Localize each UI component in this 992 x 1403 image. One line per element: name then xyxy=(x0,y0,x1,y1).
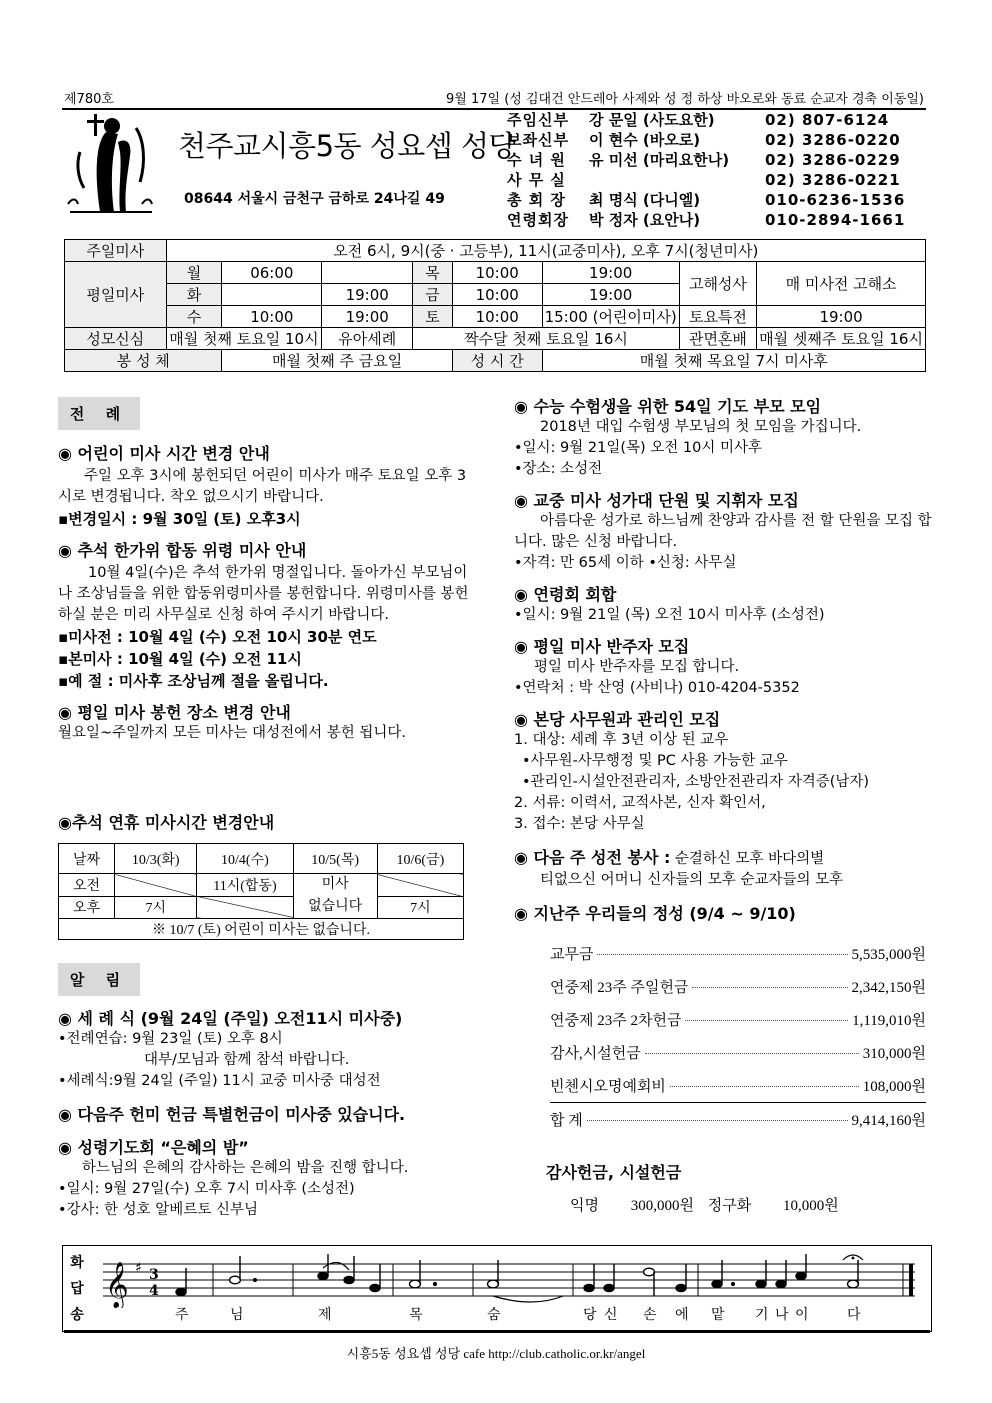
no-mass-line1: 미사 xyxy=(321,877,349,892)
offering-amount: 1,119,010원 xyxy=(852,1013,926,1029)
prayer-meeting-body: 하느님의 은혜의 감사하는 은혜의 밤을 진행 합니다. xyxy=(82,1160,409,1176)
staff-phone: 02) 3286-0220 xyxy=(765,131,901,149)
staff-role: 사 무 실 xyxy=(507,171,566,189)
church-duty-groups-b: 티없으신 어머니 신자들의 모후 순교자들의 모후 xyxy=(540,872,844,888)
weekday-venue-body: 월요일~주일까지 모든 미사는 대성전에서 봉헌 됩니다. xyxy=(58,725,406,741)
offering-total-amount: 9,414,160원 xyxy=(851,1113,926,1129)
offering-label: 교무금 xyxy=(550,947,594,963)
chuseok-mass-heading: ◉ 추석 한가위 합동 위령 미사 안내 xyxy=(58,541,307,560)
staff-phone: 02) 807-6124 xyxy=(765,111,890,129)
holiday-schedule-table xyxy=(58,843,464,940)
choir-body: 아름다운 성가로 하느님께 찬양과 감사를 전 할 단원을 모집 합니다. 많은 신청 바랍니다. xyxy=(514,513,932,550)
thu-am: 10:00 xyxy=(452,262,542,284)
offering-amount: 2,342,150원 xyxy=(851,980,926,996)
accompanist-heading: ◉ 평일 미사 반주자 모집 xyxy=(514,637,690,656)
staff-directory xyxy=(507,110,927,230)
offering-heading: ◉ 지난주 우리들의 정성 (9/4 ~ 9/10) xyxy=(514,904,796,923)
sat-am: 10:00 xyxy=(452,306,542,328)
accompanist-contact: •연락처 : 박 산영 (사비나) 010-4204-5352 xyxy=(514,680,800,696)
confession-value: 매 미사전 고해소 xyxy=(757,262,926,306)
staff-name xyxy=(589,170,765,190)
sat-special-label: 토요특전 xyxy=(679,306,756,328)
thanks-offering-row xyxy=(570,1194,839,1215)
col-1006: 10/6(금) xyxy=(377,844,463,874)
staff-phone: 010-6236-1536 xyxy=(765,191,906,209)
day-mon: 월 xyxy=(166,262,222,284)
header-bar xyxy=(62,86,926,110)
staff-recruit-line: 3. 접수: 본당 사무실 xyxy=(514,816,645,832)
wed-pm: 19:00 xyxy=(322,306,413,328)
footer-rule xyxy=(64,1330,930,1333)
church-address: 08644 서울시 금천구 금하로 24나길 49 xyxy=(184,191,445,207)
offering-label: 빈첸시오명예회비 xyxy=(550,1079,666,1095)
cell-empty xyxy=(197,896,293,919)
lyric-syllable: 신 xyxy=(604,1307,618,1323)
thu-pm: 19:00 xyxy=(542,262,679,284)
funeral-society-date: •일시: 9월 21일 (목) 오전 10시 미사후 (소성전) xyxy=(514,607,825,623)
offering-row xyxy=(550,1036,926,1069)
lyric-syllable: 나 xyxy=(775,1307,789,1323)
church-duty-line xyxy=(514,845,934,870)
staff-name: 강 문일 (사도요한) xyxy=(589,111,715,129)
staff-row xyxy=(507,150,927,170)
psalm-lyrics xyxy=(93,1304,923,1326)
staff-row xyxy=(507,110,927,130)
right-column-notices xyxy=(514,394,934,924)
offering-amount: 5,535,000원 xyxy=(851,947,926,963)
lyric-syllable: 님 xyxy=(230,1307,244,1323)
tue-pm: 19:00 xyxy=(322,284,413,306)
staff-recruit-heading: ◉ 본당 사무원과 관리인 모집 xyxy=(514,710,721,729)
lyric-syllable: 숨 xyxy=(487,1307,501,1323)
staff-name: 박 정자 (요안나) xyxy=(589,211,701,229)
church-name: 천주교시흥5동 성요셉 성당 xyxy=(178,129,517,163)
staff-recruit-line: 1. 대상: 세례 후 3년 이상 된 교우 xyxy=(514,732,729,748)
staff-phone: 02) 3286-0229 xyxy=(765,151,901,169)
col-date: 날짜 xyxy=(59,844,115,874)
sunday-mass-label: 주일미사 xyxy=(65,240,167,262)
offering-amount: 310,000원 xyxy=(862,1046,926,1062)
offering-label: 감사,시설헌금 xyxy=(550,1046,641,1062)
infant-baptism-label: 유아세례 xyxy=(322,328,413,350)
row-am: 오전 xyxy=(59,874,115,897)
church-duty-groups-a: 순결하신 모후 바다의별 xyxy=(674,851,825,867)
col-1004: 10/4(수) xyxy=(197,844,293,874)
staff-phone: 010-2894-1661 xyxy=(765,211,906,229)
weekday-venue-heading: ◉ 평일 미사 봉헌 장소 변경 안내 xyxy=(58,703,291,722)
music-staff-icon xyxy=(93,1252,923,1308)
chuseok-rite: ▪예 절 : 미사후 조상님께 절을 올립니다. xyxy=(58,672,329,690)
fri-am: 10:00 xyxy=(452,284,542,306)
sunday-mass-times: 오전 6시, 9시(중 · 고등부), 11시(교중미사), 오후 7시(청년미사) xyxy=(166,240,925,262)
lyric-syllable: 기 xyxy=(755,1307,769,1323)
offering-total-row xyxy=(550,1103,926,1136)
staff-row xyxy=(507,130,927,150)
staff-row xyxy=(507,190,927,210)
footer-cafe-link[interactable]: 시흥5동 성요셉 성당 cafe http://club.catholic.or.kr/angel xyxy=(346,1346,646,1361)
chuseok-mass-body: 10월 4일(수)은 추석 한가위 명절입니다. 돌아가신 부모님이나 조상님들을 위한 합동위령미사를 봉헌합니다. 위령미사를 봉헌하실 분은 미리 사무실로 신청 하여 주시기 바랍니다. xyxy=(58,565,469,623)
issue-number: 제780호 xyxy=(64,92,114,107)
cell-empty xyxy=(377,874,463,897)
exam-prayer-date: •일시: 9월 21일(목) 오전 10시 미사후 xyxy=(514,440,763,456)
staff-recruit-line: •관리인-시설안전관리자, 소방안전관리자 자격증(남자) xyxy=(522,774,870,790)
staff-name: 이 현수 (바오로) xyxy=(589,131,701,149)
left-column-liturgy xyxy=(58,441,478,744)
convalidation-label: 관면혼배 xyxy=(679,328,756,350)
col-1003: 10/3(화) xyxy=(115,844,197,874)
day-sat: 토 xyxy=(413,306,453,328)
thanks-offering-heading: 감사헌금, 시설헌금 xyxy=(546,1163,682,1182)
communion-label: 봉 성 체 xyxy=(65,350,222,372)
day-tue: 화 xyxy=(166,284,222,306)
choir-heading: ◉ 교중 미사 성가대 단원 및 지휘자 모집 xyxy=(514,491,799,510)
church-logo-icon xyxy=(66,112,156,224)
lyric-syllable: 맡 xyxy=(711,1307,725,1323)
children-mass-body: 주일 오후 3시에 봉헌되던 어린이 미사가 매주 토요일 오후 3시로 변경됩니다. 착오 없으시기 바랍니다. xyxy=(58,468,467,505)
exam-prayer-body: 2018년 대입 수험생 부모님의 첫 모임을 가집니다. xyxy=(540,419,862,435)
holy-hour-value: 매월 첫째 목요일 7시 미사후 xyxy=(542,350,925,372)
choir-requirements: •자격: 만 65세 이하 •신청: 사무실 xyxy=(514,555,737,571)
svg-text:3: 3 xyxy=(149,1267,159,1283)
lyric-syllable: 목 xyxy=(409,1307,423,1323)
no-mass-1005 xyxy=(293,874,377,919)
lyric-syllable: 에 xyxy=(675,1307,689,1323)
staff-name: 유 미선 (마리요한나) xyxy=(589,151,730,169)
funeral-society-heading: ◉ 연령회 회합 xyxy=(514,585,617,604)
mass-schedule-table xyxy=(64,239,926,372)
lyric-syllable: 제 xyxy=(318,1307,332,1323)
baptism-ceremony: •세례식:9월 24일 (주일) 11시 교중 미사중 대성전 xyxy=(58,1073,381,1089)
donor-anonymous: 익명 xyxy=(570,1198,599,1214)
fri-pm: 19:00 xyxy=(542,284,679,306)
communion-value: 매월 첫째 주 금요일 xyxy=(222,350,452,372)
lyric-syllable: 손 xyxy=(643,1307,657,1323)
staff-row xyxy=(507,170,927,190)
no-mass-line2: 없습니다 xyxy=(308,899,363,914)
mon-am: 06:00 xyxy=(222,262,322,284)
pm-1003: 7시 xyxy=(115,896,197,919)
sat-pm: 15:00 (어린이미사) xyxy=(542,306,679,328)
offering-row xyxy=(550,1003,926,1036)
responsorial-psalm-score xyxy=(62,1245,932,1332)
staff-role: 수 녀 원 xyxy=(507,151,566,169)
offering-total-label: 합 계 xyxy=(550,1113,583,1129)
chuseok-pre-mass: ▪미사전 : 10월 4일 (수) 오전 10시 30분 연도 xyxy=(58,628,377,646)
mon-pm xyxy=(322,262,413,284)
offering-label: 연중제 23주 2차헌금 xyxy=(550,1013,682,1029)
marian-label: 성모신심 xyxy=(65,328,167,350)
lyric-syllable: 당 xyxy=(583,1307,597,1323)
donor-amount: 10,000원 xyxy=(782,1198,839,1214)
offering-row xyxy=(550,937,926,970)
svg-text:♯: ♯ xyxy=(135,1260,142,1276)
tue-am xyxy=(222,284,322,306)
pm-1006: 7시 xyxy=(377,896,463,919)
psalm-side-label xyxy=(63,1246,91,1335)
liturgy-section-tag: 전 례 xyxy=(58,397,140,430)
exam-prayer-place: •장소: 소성전 xyxy=(514,461,603,477)
prayer-meeting-date: •일시: 9월 27일(수) 오후 7시 미사후 (소성전) xyxy=(58,1181,355,1197)
am-1004: 11시(합동) xyxy=(197,874,293,897)
children-mass-date: ▪변경일시 : 9월 30일 (토) 오후3시 xyxy=(58,510,301,528)
lyric-syllable: 다 xyxy=(847,1307,861,1323)
children-mass-heading: ◉ 어린이 미사 시간 변경 안내 xyxy=(58,444,270,463)
lyric-syllable: 이 xyxy=(795,1307,809,1323)
wed-am: 10:00 xyxy=(222,306,322,328)
baptism-rehearsal: •전례연습: 9월 23일 (토) 오후 8시 xyxy=(58,1031,283,1047)
offering-amount: 108,000원 xyxy=(862,1079,926,1095)
staff-role: 연령회장 xyxy=(507,211,569,229)
confession-label: 고해성사 xyxy=(679,262,756,306)
left-column-notices xyxy=(58,1006,488,1221)
marian-value: 매월 첫째 토요일 10시 xyxy=(166,328,322,350)
notice-section-tag: 알 림 xyxy=(58,963,140,996)
infant-baptism-value: 짝수달 첫째 토요일 16시 xyxy=(413,328,680,350)
accompanist-body: 평일 미사 반주자를 모집 합니다. xyxy=(534,659,740,675)
donor-name: 정구화 xyxy=(707,1198,752,1214)
staff-role: 보좌신부 xyxy=(507,131,569,149)
offering-list xyxy=(550,937,926,1136)
prayer-meeting-speaker: •강사: 한 성호 알베르토 신부님 xyxy=(58,1202,258,1218)
offering-row xyxy=(550,970,926,1003)
baptism-heading: ◉ 세 례 식 (9월 24일 (주일) 오전11시 미사중) xyxy=(58,1009,403,1028)
svg-text:𝄞: 𝄞 xyxy=(105,1262,129,1308)
staff-role: 주임신부 xyxy=(507,111,569,129)
row-pm: 오후 xyxy=(59,896,115,919)
holy-hour-label: 성 시 간 xyxy=(452,350,542,372)
staff-recruit-line: 2. 서류: 이력서, 교적사본, 신자 확인서, xyxy=(514,795,766,811)
holiday-note: ※ 10/7 (토) 어린이 미사는 없습니다. xyxy=(59,919,464,940)
lyric-syllable: 주 xyxy=(175,1307,189,1323)
weekday-mass-label: 평일미사 xyxy=(65,262,167,328)
staff-role: 총 회 장 xyxy=(507,191,566,209)
day-wed: 수 xyxy=(166,306,222,328)
offering-row xyxy=(550,1069,926,1103)
psalm-side-char: 송 xyxy=(70,1307,84,1323)
staff-recruit-line: •사무원-사무행정 및 PC 사용 가능한 교우 xyxy=(522,753,788,769)
baptism-note: 대부/모님과 함께 참석 바랍니다. xyxy=(144,1052,350,1068)
psalm-side-char: 화 xyxy=(70,1255,84,1271)
exam-prayer-heading: ◉ 수능 수험생을 위한 54일 기도 부모 모임 xyxy=(514,397,822,416)
offering-label: 연중제 23주 주일헌금 xyxy=(550,980,689,996)
day-fri: 금 xyxy=(413,284,453,306)
chuseok-main-mass: ▪본미사 : 10월 4일 (수) 오전 11시 xyxy=(58,650,302,668)
cell-empty xyxy=(115,874,197,897)
col-1005: 10/5(목) xyxy=(293,844,377,874)
prayer-meeting-heading: ◉ 성령기도회 “은혜의 밤” xyxy=(58,1138,249,1157)
psalm-side-char: 답 xyxy=(70,1281,84,1297)
feast-dateline: 9월 17일 (성 김대건 안드레아 사제와 성 정 하상 바오로와 동료 순교자 경축 이동일) xyxy=(446,92,924,107)
convalidation-value: 매월 셋째주 토요일 16시 xyxy=(757,328,926,350)
special-offering-heading: ◉ 다음주 헌미 헌금 특별헌금이 미사중 있습니다. xyxy=(58,1105,406,1124)
church-duty-heading: ◉ 다음 주 성전 봉사 : xyxy=(514,848,671,867)
day-thu: 목 xyxy=(413,262,453,284)
sat-special-value: 19:00 xyxy=(757,306,926,328)
svg-text:4: 4 xyxy=(149,1283,159,1299)
staff-phone: 02) 3286-0221 xyxy=(765,171,901,189)
staff-name: 최 명식 (다니엘) xyxy=(589,191,701,209)
holiday-schedule-heading: ◉추석 연휴 미사시간 변경안내 xyxy=(58,813,275,832)
donor-anonymous-amount: 300,000원 xyxy=(630,1198,694,1214)
staff-row xyxy=(507,210,927,230)
